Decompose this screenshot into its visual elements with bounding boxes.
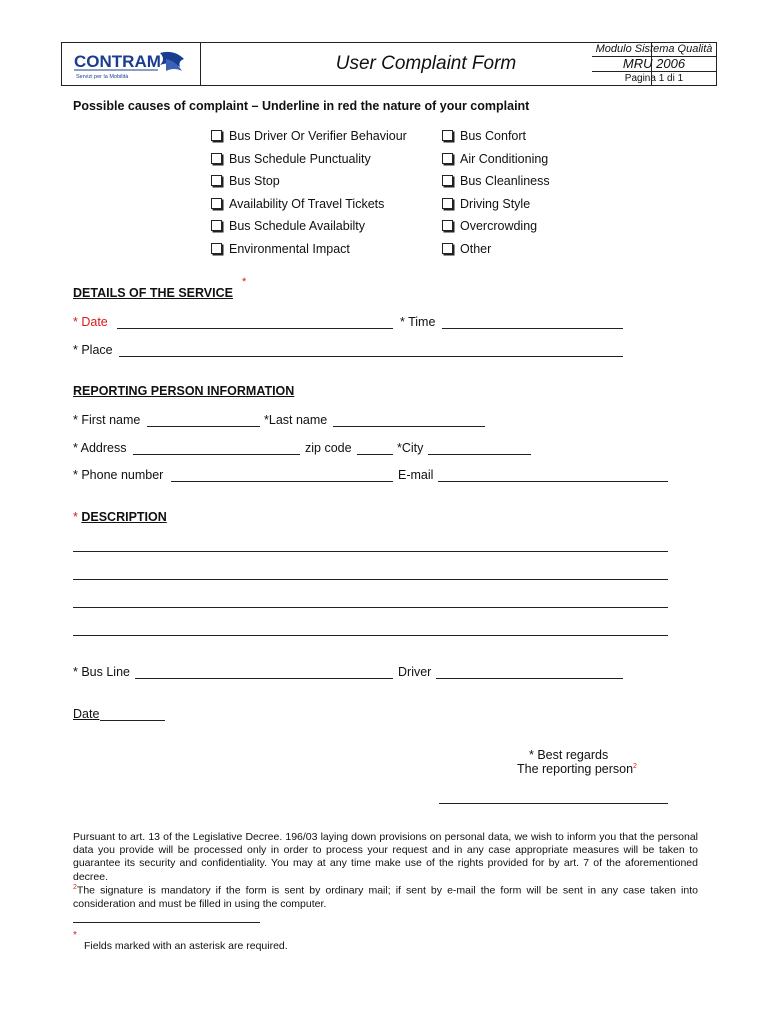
- email-field[interactable]: [438, 481, 668, 482]
- checkbox-icon[interactable]: [442, 198, 453, 209]
- signature-note-mark: 2: [633, 762, 637, 770]
- cause-checkbox[interactable]: Driving Style: [442, 197, 550, 220]
- signature-field[interactable]: [439, 803, 668, 804]
- place-field[interactable]: [119, 356, 623, 357]
- footnote: Fields marked with an asterisk are required.: [84, 940, 288, 952]
- address-field[interactable]: [133, 454, 300, 455]
- service-heading: DETAILS OF THE SERVICE: [73, 286, 233, 300]
- description-asterisk: *: [73, 510, 78, 524]
- svg-text:Servizi per la Mobilità: Servizi per la Mobilità: [76, 74, 129, 80]
- checkbox-icon[interactable]: [211, 220, 222, 231]
- cause-checkbox[interactable]: Bus Cleanliness: [442, 174, 550, 197]
- date-label: * Date: [73, 315, 108, 329]
- checkbox-icon[interactable]: [211, 243, 222, 254]
- privacy-notice: Pursuant to art. 13 of the Legislative Decree. 196/03 laying down provisions on personal data, we wish to inform you that the personal data you provide will be processed only in order to process your request and in any case appropriate measures will be taken to guarantee its security and confidentiality. You may at any time make use of the rights provided for by art. 7 of the aforementioned decree.: [73, 831, 698, 883]
- note-mark: 2: [73, 884, 77, 891]
- svg-text:CONTRAM: CONTRAM: [74, 52, 161, 71]
- page-info: Pagina 1 di 1: [624, 73, 684, 84]
- checkbox-icon[interactable]: [211, 153, 222, 164]
- cause-checkbox[interactable]: Bus Confort: [442, 129, 550, 152]
- cause-checkbox[interactable]: Bus Schedule Availabilty: [211, 219, 407, 242]
- checkbox-icon[interactable]: [211, 198, 222, 209]
- phone-field[interactable]: [171, 481, 393, 482]
- footnote-mark: *: [73, 930, 77, 941]
- description-line[interactable]: [73, 551, 668, 552]
- checkbox-icon[interactable]: [211, 130, 222, 141]
- reporting-person: The reporting person: [517, 762, 634, 776]
- checkbox-icon[interactable]: [442, 175, 453, 186]
- email-label: E-mail: [398, 468, 434, 482]
- checkbox-icon[interactable]: [442, 220, 453, 231]
- causes-right-column: [442, 129, 550, 265]
- checkbox-icon[interactable]: [442, 130, 453, 141]
- cause-checkbox[interactable]: Air Conditioning: [442, 152, 550, 175]
- footnote-divider: [73, 922, 260, 923]
- quality-label: Modulo Sistema Qualità: [592, 43, 716, 57]
- company-logo: [62, 43, 201, 85]
- zip-label: zip code: [305, 441, 352, 455]
- checkbox-icon[interactable]: [442, 243, 453, 254]
- checkbox-icon[interactable]: [211, 175, 222, 186]
- causes-left-column: [211, 129, 407, 265]
- phone-label: * Phone number: [73, 468, 164, 482]
- first-name-label: * First name: [73, 413, 141, 427]
- person-heading: REPORTING PERSON INFORMATION: [73, 384, 295, 398]
- cause-checkbox[interactable]: Bus Driver Or Verifier Behaviour: [211, 129, 407, 152]
- bus-line-label: * Bus Line: [73, 665, 130, 679]
- city-field[interactable]: [428, 454, 531, 455]
- description-line[interactable]: [73, 607, 668, 608]
- best-regards: * Best regards: [529, 748, 609, 762]
- document-header: [61, 42, 717, 86]
- checkbox-icon[interactable]: [442, 153, 453, 164]
- last-name-field[interactable]: [333, 426, 485, 427]
- driver-field[interactable]: [436, 678, 623, 679]
- time-field[interactable]: [442, 328, 623, 329]
- form-title: User Complaint Form: [201, 43, 652, 85]
- first-name-field[interactable]: [147, 426, 260, 427]
- place-label: * Place: [73, 343, 113, 357]
- doc-code: MRU 2006: [592, 57, 716, 72]
- signature-note: The signature is mandatory if the form is sent by ordinary mail; if sent by e-mail the form will be sent in any case taken into consideration and must be filled in using the computer.: [73, 884, 698, 910]
- date-field[interactable]: [117, 328, 393, 329]
- last-name-label: *Last name: [264, 413, 328, 427]
- driver-label: Driver: [398, 665, 432, 679]
- cause-checkbox[interactable]: Other: [442, 242, 550, 265]
- service-asterisk: *: [242, 276, 247, 288]
- document-meta: [595, 43, 716, 85]
- description-line[interactable]: [73, 635, 668, 636]
- signature-date-field[interactable]: [100, 720, 165, 721]
- zip-field[interactable]: [357, 454, 393, 455]
- cause-checkbox[interactable]: Overcrowding: [442, 219, 550, 242]
- cause-checkbox[interactable]: Bus Stop: [211, 174, 407, 197]
- causes-heading: Possible causes of complaint – Underline in red the nature of your complaint: [73, 99, 530, 113]
- city-label: *City: [397, 441, 424, 455]
- description-heading: DESCRIPTION: [81, 510, 167, 524]
- time-label: * Time: [400, 315, 436, 329]
- signature-date-label: Date: [73, 707, 100, 721]
- bus-line-field[interactable]: [135, 678, 393, 679]
- cause-checkbox[interactable]: Bus Schedule Punctuality: [211, 152, 407, 175]
- address-label: * Address: [73, 441, 127, 455]
- cause-checkbox[interactable]: Availability Of Travel Tickets: [211, 197, 407, 220]
- cause-checkbox[interactable]: Environmental Impact: [211, 242, 407, 265]
- description-line[interactable]: [73, 579, 668, 580]
